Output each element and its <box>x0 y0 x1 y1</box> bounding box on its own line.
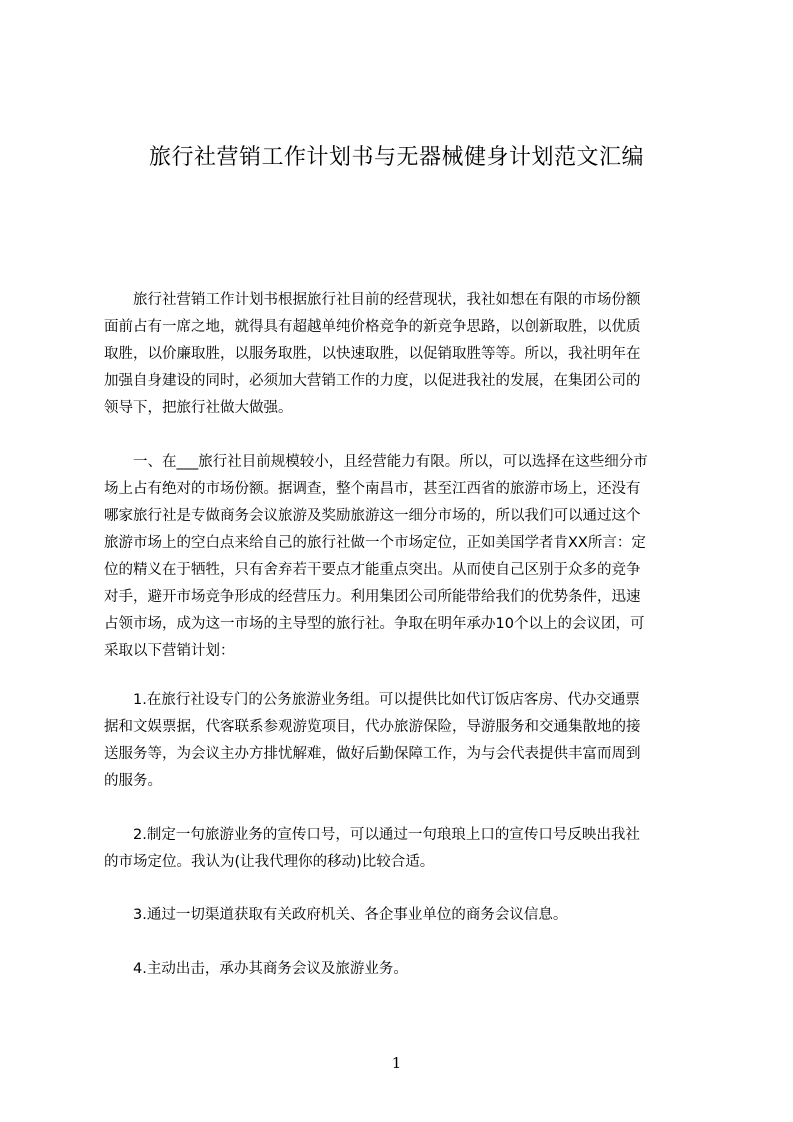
text-line: 旅行社营销工作计划书根据旅行社目前的经营现状，我社如想在有限的市场份额 <box>104 292 641 308</box>
text-line: 占领市场，成为这一市场的主导型的旅行社。争取在明年承办10个以上的会议团，可 <box>104 616 645 632</box>
text-line: 位的精义在于牺牲，只有舍弃若干要点才能重点突出。从而使自己区别于众多的竞争 <box>104 562 641 578</box>
page-number: 1 <box>391 1054 402 1072</box>
text-line: 1.在旅行社设专门的公务旅游业务组。可以提供比如代订饭店客房、代办交通票 <box>104 692 640 708</box>
text-line: 据和文娱票据，代客联系参观游览项目，代办旅游保险，导游服务和交通集散地的接 <box>104 719 641 735</box>
text-line: 取胜，以价廉取胜，以服务取胜，以快速取胜，以促销取胜等等。所以，我社明年在 <box>104 346 641 362</box>
text-line: 4.主动出击，承办其商务会议及旅游业务。 <box>104 961 408 977</box>
text-line: 的服务。 <box>104 773 162 789</box>
text-line: 面前占有一席之地，就得具有超越单纯价格竞争的新竞争思路，以创新取胜，以优质 <box>104 319 641 335</box>
text-line: 2.制定一句旅游业务的宣传口号，可以通过一句琅琅上口的宣传口号反映出我社 <box>104 827 640 843</box>
text-line: 对手，避开市场竞争形成的经营压力。利用集团公司所能带给我们的优势条件，迅速 <box>104 589 641 605</box>
document-title: 旅行社营销工作计划书与无器械健身计划范文汇编 <box>148 145 644 170</box>
text-line: 3.通过一切渠道获取有关政府机关、各企事业单位的商务会议信息。 <box>104 907 568 923</box>
text-line: 哪家旅行社是专做商务会议旅游及奖励旅游这一细分市场的，所以我们可以通过这个 <box>104 508 641 524</box>
text-line: 的市场定位。我认为(让我代理你的移动)比较合适。 <box>104 854 435 870</box>
text-line: 送服务等，为会议主办方排忧解难，做好后勤保障工作，为与会代表提供丰富而周到 <box>104 746 641 762</box>
text-line: 一、在___旅行社目前规模较小，且经营能力有限。所以，可以选择在这些细分市 <box>104 454 648 470</box>
text-line: 旅游市场上的空白点来给自己的旅行社做一个市场定位，正如美国学者肯XX所言：定 <box>104 535 646 551</box>
text-line: 采取以下营销计划： <box>104 643 235 659</box>
text-line: 加强自身建设的同时，必须加大营销工作的力度，以促进我社的发展，在集团公司的 <box>104 373 641 389</box>
text-line: 场上占有绝对的市场份额。据调查，整个南昌市，甚至江西省的旅游市场上，还没有 <box>104 481 641 497</box>
text-line: 领导下，把旅行社做大做强。 <box>104 400 293 416</box>
